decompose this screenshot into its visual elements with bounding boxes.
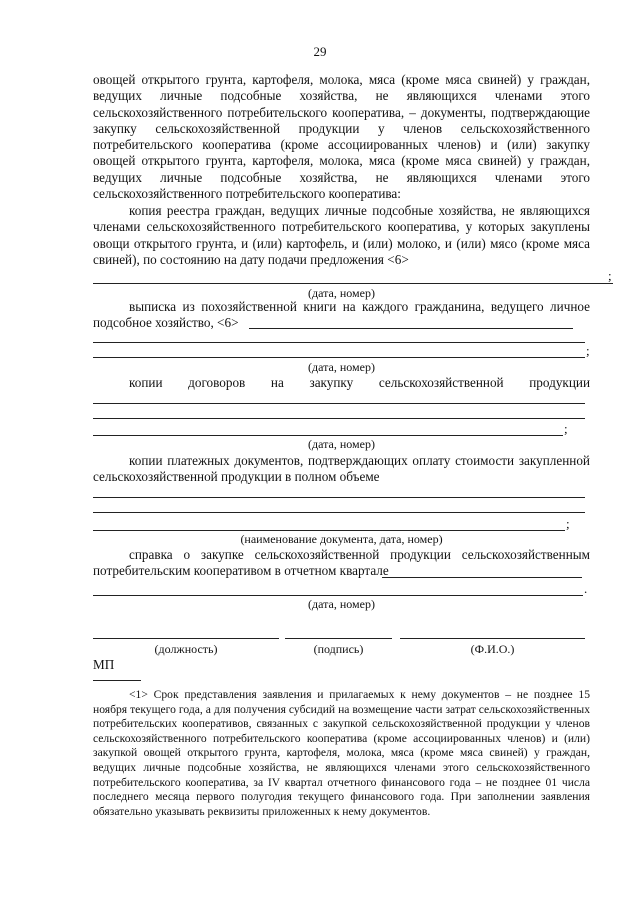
footnote-text: <1> Срок представления заявления и прилагаемых к нему документов – не позднее 15 ноября текущего года, а для получения субсидий на возмещение части затрат сельскохозяйственных потребительских кооперативов, связанных с закупкой сельскохозяйственной продукции у членов сельскохозяйственного потребительского кооператива (кроме ассоциированных членов) и (или) закупкой овощей открытого грунта, картофеля, молока, мяса (кроме мяса свиней) у граждан, ведущих личные подсобные хозяйства, не являющихся членами этого сельскохозяйственного потребительского кооператива, за IV квартал отчетного финансового года – не позднее 01 числа последнего месяца первого полугодия текущего финансового года. При заполнении заявления обязательно указывать реквизиты приложенных к нему документов.: [93, 688, 590, 818]
payment-paragraph: копии платежных документов, подтверждающих оплату стоимости закупленной сельскохозяйственной продукции в полном объеме: [93, 453, 590, 485]
caption-document-name: (наименование документа, дата, номер): [240, 532, 443, 546]
fill-line-extract-inline: [249, 328, 573, 329]
signature-caption-sign: (подпись): [313, 642, 364, 656]
period: .: [584, 581, 588, 596]
page-number: 29: [313, 44, 327, 59]
fill-line-payment-2: [93, 512, 585, 513]
caption-date-number: (дата, номер): [308, 437, 375, 451]
fill-line-contracts-3: [93, 435, 563, 436]
fill-line-payment-3: [93, 530, 565, 531]
fill-line-extract-1: [93, 342, 585, 343]
fill-line-payment-1: [93, 497, 585, 498]
caption-date-number: (дата, номер): [308, 597, 375, 611]
registry-paragraph: копия реестра граждан, ведущих личные подсобные хозяйства, не являющихся членами сельскохозяйственного потребительского кооператива, у которых закуплены овощи открытого грунта, и (или) картофель, и (или) молоко, и (или) мясо (кроме мяса свиней), по состоянию на дату подачи предложения <6>: [93, 203, 590, 267]
caption-date-number: (дата, номер): [308, 286, 375, 300]
fill-line-registry: [93, 283, 613, 284]
contracts-paragraph: копии договоров на закупку сельскохозяйственной продукции: [129, 375, 590, 390]
certificate-paragraph: справка о закупке сельскохозяйственной продукции сельскохозяйственным потребительским кооперативом в отчетном квартале: [93, 547, 590, 579]
fill-line-contracts-2: [93, 418, 585, 419]
signature-line-position: [93, 638, 279, 639]
caption-date-number: (дата, номер): [308, 360, 375, 374]
footnote-separator: [93, 680, 141, 681]
semicolon: ;: [586, 343, 590, 358]
fill-line-certificate-inline: [382, 577, 582, 578]
signature-line-sign: [285, 638, 392, 639]
fill-line-extract-2: [93, 357, 585, 358]
intro-paragraph: овощей открытого грунта, картофеля, молока, мяса (кроме мяса свиней) у граждан, ведущих личные подсобные хозяйства, не являющихся членами этого сельскохозяйственного потребительского кооператива, – документы, подтверждающие закупку сельскохозяйственной продукции у членов сельскохозяйственного потребительского кооператива (кроме ассоциированных членов) и (или) закупку овощей открытого грунта, картофеля, молока, мяса (кроме мяса свиней) у граждан, ведущих личные подсобные хозяйства, не являющихся членами этого сельскохозяйственного потребительского кооператива:: [93, 72, 590, 202]
signature-caption-name: (Ф.И.О.): [470, 642, 515, 656]
semicolon: ;: [566, 516, 570, 531]
fill-line-certificate-1: [93, 595, 583, 596]
stamp-label: МП: [93, 657, 115, 672]
signature-caption-position: (должность): [154, 642, 218, 656]
semicolon: ;: [564, 421, 568, 436]
semicolon: ;: [608, 268, 612, 283]
extract-paragraph: выписка из похозяйственной книги на каждого гражданина, ведущего личное подсобное хозяйство, <6>: [93, 299, 590, 331]
fill-line-contracts-1: [93, 403, 585, 404]
signature-line-name: [400, 638, 585, 639]
